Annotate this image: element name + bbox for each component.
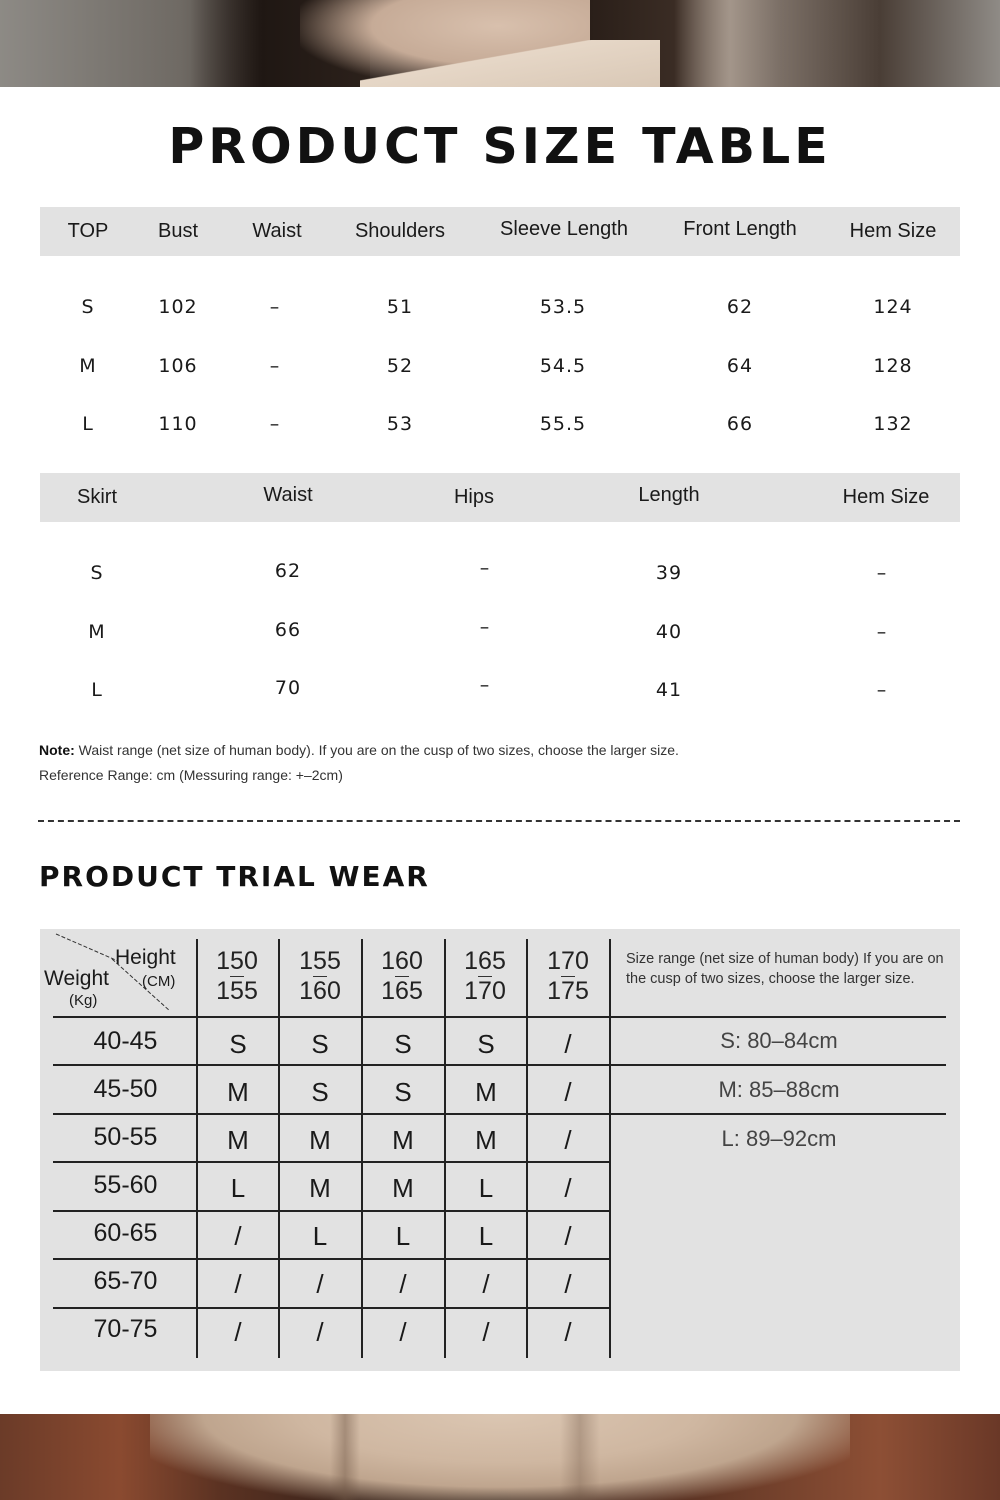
header-cell: Shoulders [354, 220, 446, 242]
size-cell: / [316, 1317, 324, 1347]
size-cell: M [309, 1125, 331, 1155]
table-cell: 55.5 [539, 413, 587, 435]
size-cell: M [309, 1173, 331, 1203]
model-photo-top [0, 0, 1000, 87]
note-line-1: Waist range (net size of human body). If you are on the cusp of two sizes, choose the larger size. [78, 742, 679, 758]
note-label: Note: [39, 742, 75, 758]
size-cell: / [399, 1269, 407, 1299]
grid-line [53, 1113, 946, 1115]
table-cell: 52 [386, 354, 414, 377]
height-range-160: 160 165 [381, 947, 423, 1005]
size-cell: / [234, 1317, 242, 1347]
skirt-table-header [40, 473, 960, 522]
table-cell: – [876, 679, 888, 701]
weight-label: 40-45 [93, 1027, 158, 1055]
size-cell: S [311, 1029, 329, 1059]
table-cell: 41 [655, 679, 683, 701]
table-cell: 51 [386, 296, 414, 318]
table-cell: M [79, 354, 97, 377]
grid-line [53, 1064, 946, 1066]
table-cell: 66 [274, 618, 302, 641]
corner-cm-label: (CM) [142, 973, 176, 990]
grid-line [53, 1016, 946, 1018]
trial-wear-title: PRODUCT TRIAL WEAR [39, 860, 430, 893]
size-cell: / [564, 1173, 572, 1203]
size-cell: / [564, 1029, 572, 1059]
size-cell: S [394, 1077, 412, 1107]
note-line-2: Reference Range: cm (Messuring range: +–2cm) [39, 767, 343, 783]
table-cell: 53.5 [539, 296, 587, 318]
header-cell: Hem Size [849, 220, 937, 242]
header-cell: Bust [157, 220, 199, 242]
table-cell: – [269, 354, 281, 377]
corner-height-label: Height [115, 946, 176, 969]
size-cell: L [230, 1173, 246, 1203]
grid-line [53, 1258, 610, 1260]
size-cell: L [312, 1221, 328, 1251]
table-cell: 53 [386, 413, 414, 435]
table-cell: L [82, 413, 94, 435]
weight-label: 55-60 [93, 1171, 158, 1199]
table-cell: – [269, 413, 281, 435]
table-cell: – [479, 557, 491, 579]
size-cell: / [564, 1221, 572, 1251]
header-cell: Skirt [77, 486, 117, 508]
size-cell: / [234, 1269, 242, 1299]
height-range-165: 165 170 [464, 947, 506, 1005]
table-cell: S [90, 562, 104, 584]
header-cell: Front Length [683, 218, 797, 240]
size-range-s: S: 80–84cm [720, 1028, 838, 1053]
table-row [40, 337, 960, 396]
table-row [40, 544, 960, 603]
corner-weight-label: Weight [44, 967, 109, 990]
header-cell: Length [638, 484, 700, 506]
trial-wear-table [40, 929, 960, 1371]
table-row [40, 603, 960, 662]
weight-label: 65-70 [93, 1267, 158, 1295]
header-cell: Sleeve Length [500, 218, 628, 240]
size-notes [39, 738, 679, 788]
size-cell: / [564, 1317, 572, 1347]
size-cell: M [392, 1125, 414, 1155]
size-cell: S [394, 1029, 412, 1059]
size-cell: S [477, 1029, 495, 1059]
table-cell: – [269, 296, 281, 318]
table-cell: 102 [158, 296, 198, 318]
size-cell: / [234, 1221, 242, 1251]
size-cell: S [229, 1029, 247, 1059]
header-cell: Waist [263, 484, 313, 506]
weight-label: 50-55 [93, 1123, 158, 1151]
size-cell: / [482, 1269, 490, 1299]
table-cell: 70 [274, 677, 302, 699]
size-cell: S [311, 1077, 329, 1107]
table-row [40, 395, 960, 454]
size-cell: L [478, 1173, 494, 1203]
header-cell: Waist [252, 220, 302, 242]
table-cell: 128 [873, 354, 913, 377]
skirt-size-table [40, 473, 960, 720]
size-range-l: L: 89–92cm [721, 1126, 837, 1151]
height-range-150: 150 155 [216, 947, 258, 1005]
table-cell: 132 [873, 413, 913, 435]
table-cell: S [81, 296, 95, 318]
size-cell: M [392, 1173, 414, 1203]
table-cell: 62 [274, 560, 302, 582]
header-cell: Hem Size [842, 486, 930, 508]
corner-kg-label: (Kg) [69, 992, 98, 1009]
table-row [40, 661, 960, 720]
page-title: PRODUCT SIZE TABLE [168, 118, 832, 175]
size-cell: M [475, 1077, 497, 1107]
table-cell: 39 [655, 562, 683, 584]
size-cell: / [482, 1317, 490, 1347]
grid-line [609, 939, 611, 1358]
height-range-170: 170 175 [547, 947, 589, 1005]
top-size-table [40, 207, 960, 454]
table-row [40, 278, 960, 337]
size-cell: M [475, 1125, 497, 1155]
size-cell: / [564, 1269, 572, 1299]
table-cell: 64 [726, 354, 754, 377]
top-table-header [40, 207, 960, 256]
height-range-155: 155 160 [299, 947, 341, 1005]
table-cell: – [479, 615, 491, 638]
size-cell: L [395, 1221, 411, 1251]
table-cell: – [876, 620, 888, 643]
table-cell: 40 [655, 620, 683, 643]
size-cell: / [564, 1077, 572, 1107]
size-cell: M [227, 1077, 249, 1107]
section-divider [38, 820, 960, 822]
model-photo-bottom [0, 1414, 1000, 1500]
table-cell: 66 [726, 413, 754, 435]
table-cell: L [91, 679, 103, 701]
table-cell: – [479, 674, 491, 696]
header-cell: Hips [453, 486, 495, 508]
size-cell: M [227, 1125, 249, 1155]
weight-label: 60-65 [93, 1219, 158, 1247]
table-cell: M [88, 620, 106, 643]
table-cell: 54.5 [539, 354, 587, 377]
weight-label: 45-50 [93, 1075, 158, 1103]
size-range-m: M: 85–88cm [718, 1077, 840, 1102]
grid-line [53, 1210, 610, 1212]
weight-label: 70-75 [93, 1315, 158, 1343]
size-cell: / [316, 1269, 324, 1299]
table-cell: – [876, 562, 888, 584]
table-cell: 62 [726, 296, 754, 318]
grid-line [53, 1161, 610, 1163]
header-cell: TOP [67, 220, 109, 242]
size-cell: L [478, 1221, 494, 1251]
grid-line [53, 1307, 610, 1309]
table-cell: 106 [158, 354, 198, 377]
table-cell: 124 [873, 296, 913, 318]
table-cell: 110 [158, 413, 198, 435]
size-cell: / [399, 1317, 407, 1347]
size-range-note: Size range (net size of human body) If you are on the cusp of two sizes, choose the larger size. [626, 951, 944, 987]
size-cell: / [564, 1125, 572, 1155]
